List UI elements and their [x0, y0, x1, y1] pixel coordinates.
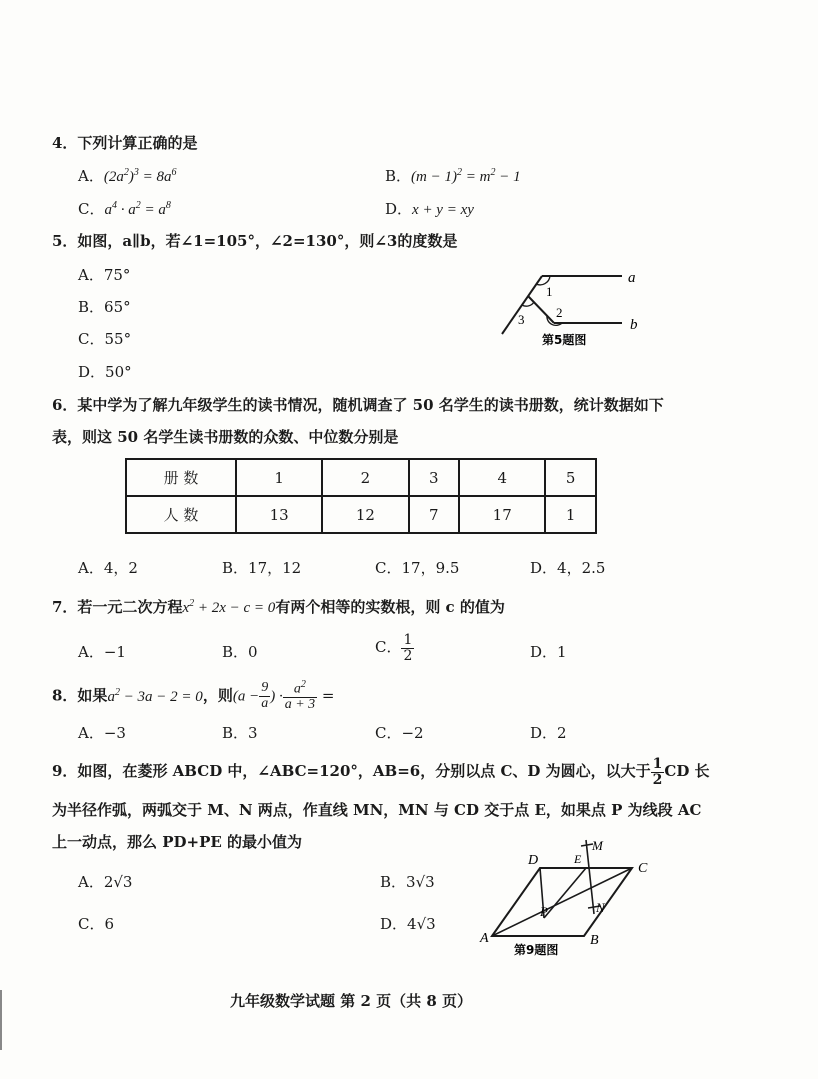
q5-label-b: b [630, 317, 638, 333]
q9-figure [478, 832, 668, 958]
q9-line1-a: 9．如图，在菱形 ABCD 中，∠ABC=120°，AB=6，分别以点 C、D 为圆心，以大于 [52, 762, 651, 781]
table-cell: 3 [409, 459, 460, 496]
q9-label-e: E [574, 852, 582, 866]
q9-label-n: N [596, 900, 605, 915]
q6-option-c: C．17，9.5 [375, 559, 460, 577]
table-cell: 7 [409, 496, 460, 533]
q9-option-c: C．6 [78, 915, 115, 933]
q7-option-c [375, 633, 414, 663]
q9-diagonal-ac [492, 868, 632, 936]
q5-stem: 5．如图，a∥b，若∠1=105°，∠2=130°，则∠3的度数是 [52, 232, 458, 250]
table-cell: 17 [459, 496, 545, 533]
table-cell: 13 [236, 496, 322, 533]
q4-option-d-label: D． [385, 200, 413, 218]
q9-option-d: D．4√3 [380, 915, 436, 933]
q5-bent-segment [528, 296, 554, 323]
q5-angle2-label: 2 [556, 305, 563, 320]
table-cell: 1 [545, 496, 596, 533]
table-row [126, 459, 596, 496]
table-cell: 5 [545, 459, 596, 496]
q9-line2: 为半径作弧，两弧交于 M、N 两点，作直线 MN，MN 与 CD 交于点 E，如果点 P 为线段 AC [52, 801, 702, 819]
q8-fraction-2: $\frac{a^2}{a + 3}$ [284, 679, 316, 713]
q4-option-d [385, 198, 474, 219]
table-cell: 2 [322, 459, 408, 496]
q9-line1-fraction: $\frac{1}{2}$ [652, 756, 663, 788]
q8-option-a: A．−3 [78, 724, 126, 742]
page-edge-rule [0, 990, 2, 1050]
q6-table [125, 458, 597, 534]
q7-option-c-label: C． [375, 638, 402, 657]
q9-label-d: D [528, 853, 539, 868]
q4-option-d-expr: x + y = xy [412, 202, 474, 218]
q4-option-b: B．$(m - 1)^2 = m^2 - 1$ [385, 167, 521, 185]
q5-figure [490, 262, 660, 352]
q4-stem: 4．下列计算正确的是 [52, 134, 198, 152]
q7-option-d: D．1 [530, 643, 567, 661]
q7-option-a: A．−1 [78, 643, 126, 661]
q8-option-b: B．3 [222, 724, 258, 742]
q5-label-a: a [628, 270, 636, 286]
q4-option-a-label: A． [78, 167, 104, 185]
q4-option-b-label: B． [385, 167, 412, 185]
q8-stem-mid: ，则 [202, 686, 233, 705]
q7-option-b: B．0 [222, 643, 258, 661]
q6-row1-header: 册 数 [126, 459, 236, 496]
q8-stem: 8．如果$a^2 - 3a - 2 = 0$，则(a − $\frac{9}{a}$ ) · $\frac{a^2}{a + 3}$ = [52, 679, 335, 713]
q5-option-a: A．75° [78, 266, 131, 284]
table-cell: 12 [322, 496, 408, 533]
q5-option-d: D．50° [78, 363, 132, 381]
q8-option-d: D．2 [530, 724, 567, 742]
q6-stem-line2: 表，则这 50 名学生读书册数的众数、中位数分别是 [52, 428, 399, 446]
q9-label-p: P [540, 904, 548, 919]
q9-label-c: C [638, 861, 648, 876]
q4-option-a: A．$(2a^2)^3 = 8a^6$ [78, 167, 177, 185]
q9-option-b: B．3√3 [380, 873, 435, 891]
table-cell: 4 [459, 459, 545, 496]
q6-option-b: B．17，12 [222, 559, 302, 577]
q4-option-c: C．$a^4 \cdot a^2 = a^8$ [78, 200, 171, 218]
q9-label-m: M [592, 838, 603, 853]
q5-angle1-label: 1 [546, 284, 553, 299]
q6-row2-header: 人 数 [126, 496, 236, 533]
q9-caption: 第9题图 [514, 943, 559, 957]
q7-stem-prefix: 7．若一元二次方程 [52, 598, 183, 616]
q9-line1 [52, 757, 710, 787]
q6-stem-line1: 6．某中学为了解九年级学生的读书情况，随机调查了 50 名学生的读书册数，统计数据如下 [52, 396, 664, 414]
page-footer: 九年级数学试题 第 2 页（共 8 页） [230, 992, 472, 1010]
q4-option-c-label: C． [78, 200, 105, 218]
q5-angle3-label: 3 [518, 312, 525, 327]
q9-option-a: A．2√3 [78, 873, 133, 891]
q9-label-b: B [590, 933, 599, 948]
q9-label-a: A [480, 931, 489, 946]
q6-option-d: D．4，2.5 [530, 559, 606, 577]
table-cell: 1 [236, 459, 322, 496]
q9-line1-b: CD 长 [664, 762, 710, 781]
q5-caption: 第5题图 [542, 333, 587, 347]
table-row [126, 496, 596, 533]
q8-fraction-1: $\frac{9}{a}$ [261, 680, 269, 712]
q5-option-b: B．65° [78, 298, 131, 316]
q5-option-c: C．55° [78, 330, 132, 348]
q8-option-c: C．−2 [375, 724, 424, 742]
q8-stem-prefix: 8．如果 [52, 686, 108, 705]
q6-option-a: A．4，2 [78, 559, 138, 577]
q7-stem-suffix: 有两个相等的实数根，则 c 的值为 [275, 598, 505, 616]
q7-stem: 7．若一元二次方程$x^2 + 2x - c = 0$有两个相等的实数根，则 c 的值为 [52, 598, 505, 616]
q7-option-c-fraction: $\frac{1}{2}$ [403, 632, 413, 664]
q9-line3: 上一动点，那么 PD+PE 的最小值为 [52, 833, 303, 851]
